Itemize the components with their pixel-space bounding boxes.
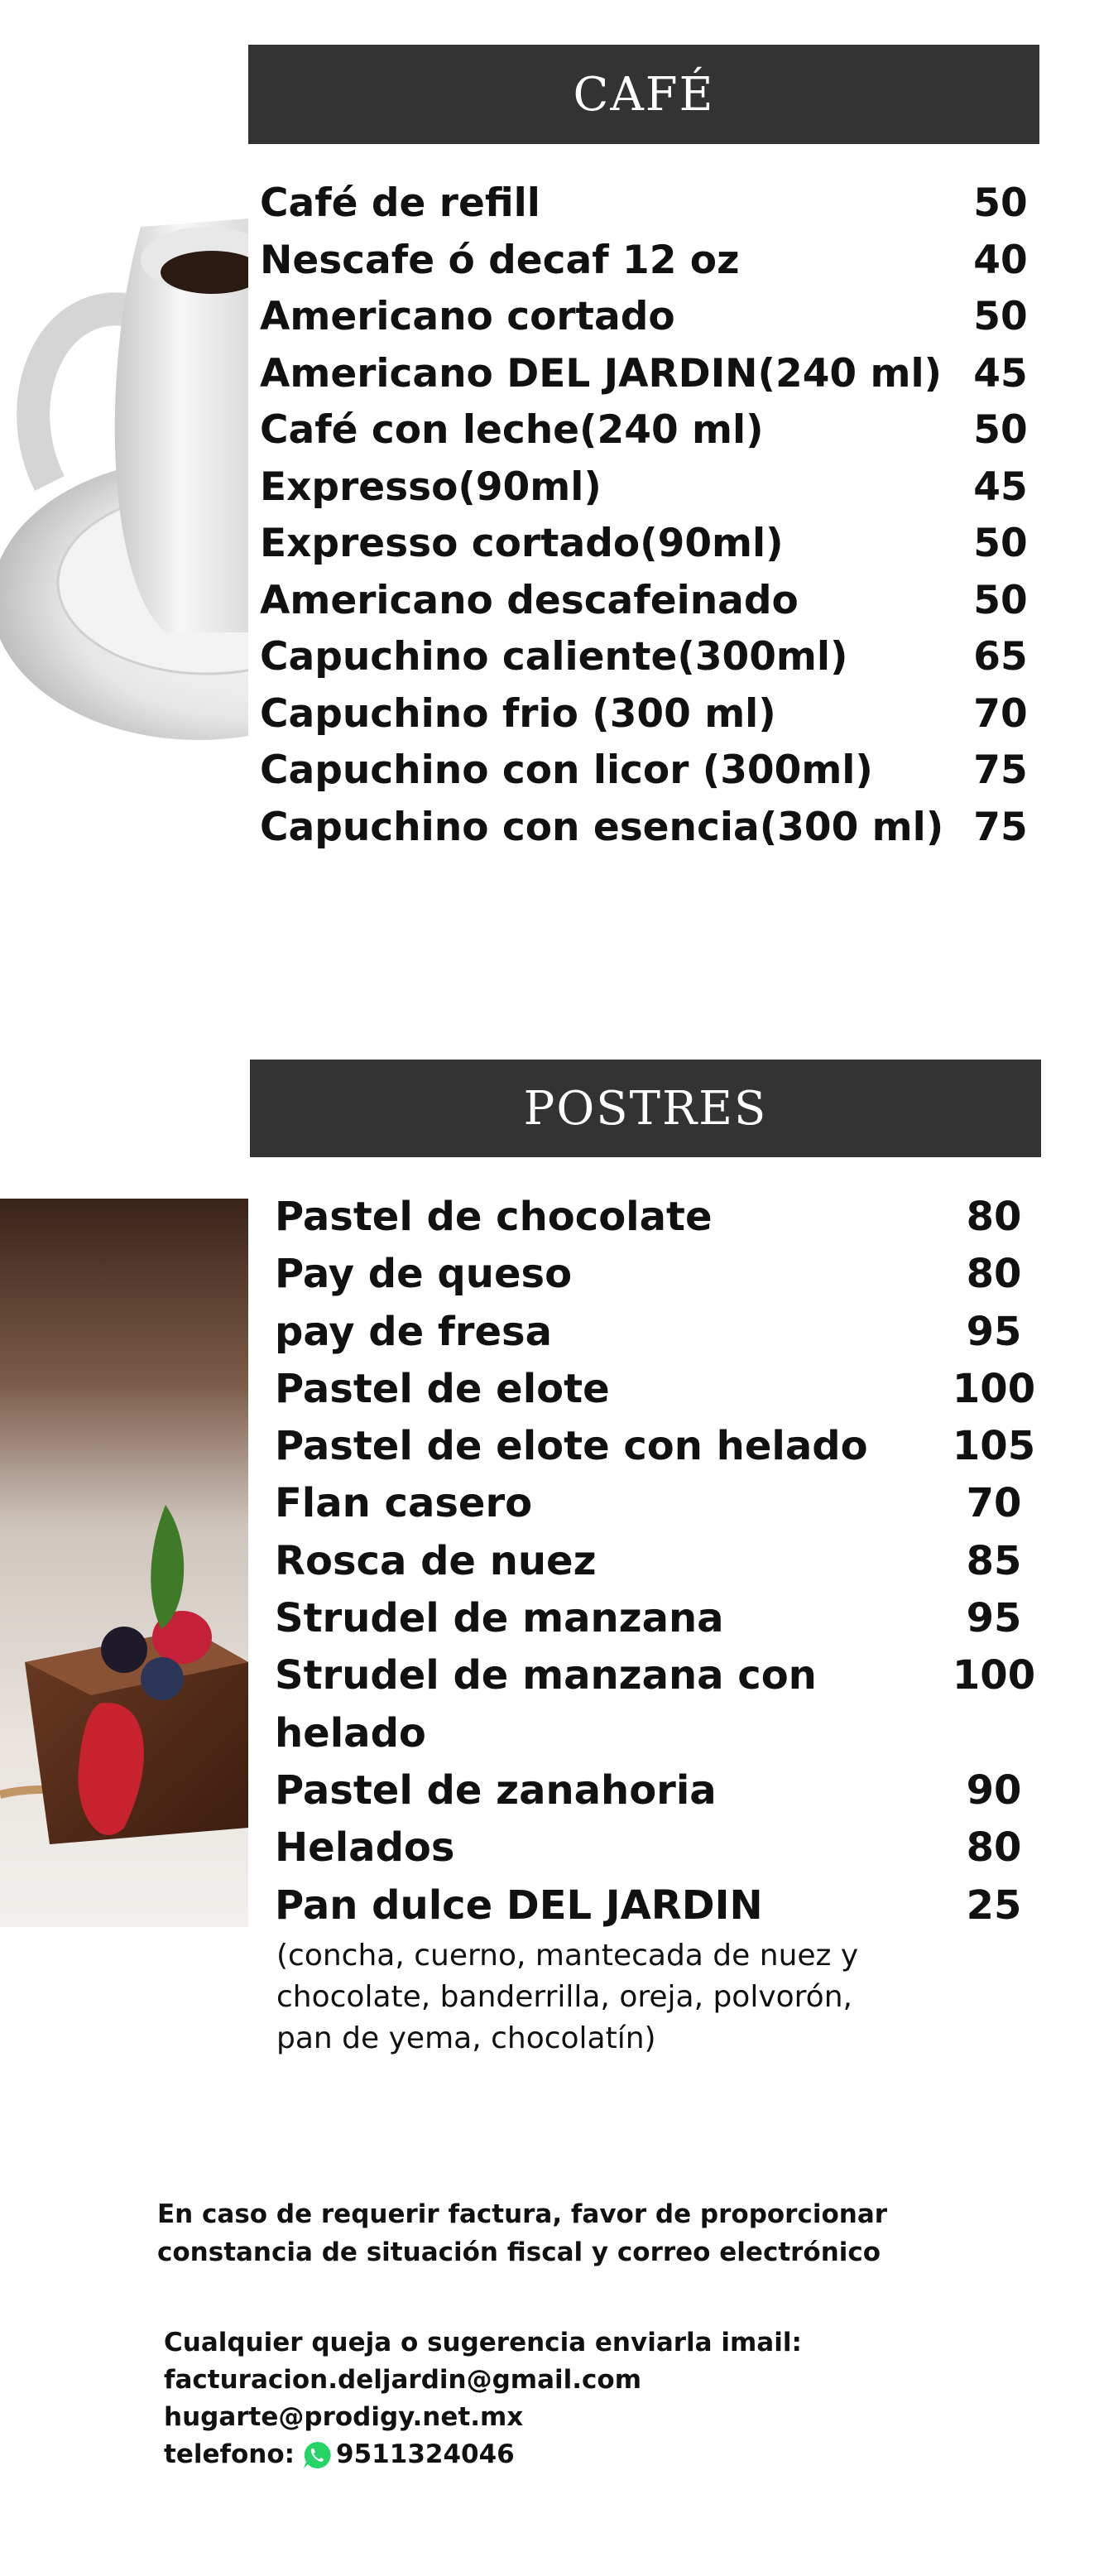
item-name: Capuchino con licor (300ml) <box>260 747 873 793</box>
item-price: 100 <box>952 1652 1036 1699</box>
item-price: 80 <box>966 1194 1022 1240</box>
item-name: Helados <box>275 1824 455 1872</box>
menu-item <box>275 1533 1039 1590</box>
contact-block <box>164 2324 909 2473</box>
complaint-line: Cualquier queja o sugerencia enviarla imail: <box>164 2328 802 2357</box>
menu-item <box>275 1246 1039 1303</box>
item-name: Capuchino caliente(300ml) <box>260 634 848 680</box>
item-name: Pay de queso <box>275 1251 573 1298</box>
factura-line: constancia de situación fiscal y correo electrónico <box>157 2237 881 2267</box>
menu-item <box>260 686 1038 743</box>
item-name: Flan casero <box>275 1480 533 1527</box>
item-name: pay de fresa <box>275 1308 552 1355</box>
item-name: Café con leche(240 ml) <box>260 407 764 453</box>
item-price: 50 <box>973 180 1028 226</box>
item-price: 80 <box>966 1251 1022 1298</box>
menu-item <box>275 1762 1039 1819</box>
item-price: 75 <box>973 747 1028 793</box>
email-link[interactable]: facturacion.deljardin@gmail.com <box>164 2365 641 2395</box>
menu-item <box>260 459 1038 517</box>
item-name: Americano cortado <box>260 294 675 339</box>
menu-item <box>260 289 1038 346</box>
item-price: 105 <box>952 1423 1036 1470</box>
item-name: Strudel de manzana <box>275 1595 724 1642</box>
item-price: 65 <box>973 634 1028 680</box>
menu-item <box>260 573 1038 630</box>
menu-item <box>260 516 1038 573</box>
menu-item <box>275 1819 1039 1877</box>
item-price: 25 <box>966 1882 1022 1929</box>
postres-section-title: POSTRES <box>250 1060 1041 1157</box>
item-name: Pan dulce DEL JARDIN <box>275 1882 763 1929</box>
item-name: Pastel de zanahoria <box>275 1766 717 1814</box>
item-price: 70 <box>966 1480 1022 1527</box>
postres-menu-list <box>275 1189 1039 1934</box>
menu-item <box>275 1189 1039 1246</box>
menu-item <box>275 1647 1039 1762</box>
item-name: Expresso cortado(90ml) <box>260 521 784 566</box>
item-price: 50 <box>973 521 1028 566</box>
item-name: Nescafe ó decaf 12 oz <box>260 237 740 283</box>
email-link[interactable]: hugarte@prodigy.net.mx <box>164 2402 524 2432</box>
item-price: 75 <box>973 804 1028 850</box>
factura-line: En caso de requerir factura, favor de proporcionar <box>157 2199 888 2229</box>
whatsapp-icon <box>301 2439 333 2471</box>
menu-item <box>275 1475 1039 1532</box>
cafe-section-title: CAFÉ <box>248 45 1039 144</box>
coffee-cup-photo <box>0 169 248 831</box>
item-price: 90 <box>966 1766 1022 1814</box>
menu-item <box>275 1361 1039 1418</box>
menu-item <box>260 743 1038 800</box>
item-name: Americano descafeinado <box>260 577 799 623</box>
item-price: 95 <box>966 1595 1022 1642</box>
item-name: Expresso(90ml) <box>260 464 602 510</box>
menu-item <box>260 233 1038 290</box>
item-name: Americano DEL JARDIN(240 ml) <box>260 350 943 396</box>
menu-item <box>260 629 1038 686</box>
item-name: Capuchino frio (300 ml) <box>260 690 776 737</box>
menu-item <box>260 402 1038 459</box>
item-price: 80 <box>966 1824 1022 1872</box>
chocolate-cake-photo <box>0 1199 248 1927</box>
item-name: Capuchino con esencia(300 ml) <box>260 804 944 850</box>
item-price: 40 <box>973 237 1028 283</box>
item-price: 50 <box>973 577 1028 623</box>
phone-number[interactable]: 9511324046 <box>336 2439 515 2469</box>
item-price: 50 <box>973 407 1028 453</box>
item-name: Strudel de manzana con helado <box>275 1652 817 1757</box>
phone-line <box>164 2436 909 2473</box>
item-name: Rosca de nuez <box>275 1537 597 1584</box>
item-name: Pastel de elote <box>275 1365 610 1412</box>
item-price: 95 <box>966 1308 1022 1355</box>
item-name: Pastel de chocolate <box>275 1194 713 1240</box>
item-name: Café de refill <box>260 180 540 226</box>
pan-dulce-description: (concha, cuerno, mantecada de nuez y chocolate, banderrilla, oreja, polvorón, pan de yema, chocolatín) <box>276 1939 859 2055</box>
item-price: 50 <box>973 294 1028 339</box>
item-price: 45 <box>973 464 1028 510</box>
menu-item <box>275 1418 1039 1475</box>
item-price: 100 <box>952 1365 1036 1412</box>
menu-item <box>275 1304 1039 1361</box>
menu-item <box>275 1877 1039 1934</box>
item-price: 85 <box>966 1537 1022 1584</box>
menu-item <box>260 346 1038 403</box>
factura-note <box>157 2195 902 2271</box>
item-name: Pastel de elote con helado <box>275 1423 868 1470</box>
phone-label: telefono: <box>164 2439 295 2469</box>
cafe-menu-list <box>260 175 1038 856</box>
menu-item <box>260 800 1038 857</box>
item-price: 45 <box>973 350 1028 396</box>
item-price: 70 <box>973 690 1028 737</box>
menu-item <box>275 1590 1039 1647</box>
menu-item <box>260 175 1038 233</box>
